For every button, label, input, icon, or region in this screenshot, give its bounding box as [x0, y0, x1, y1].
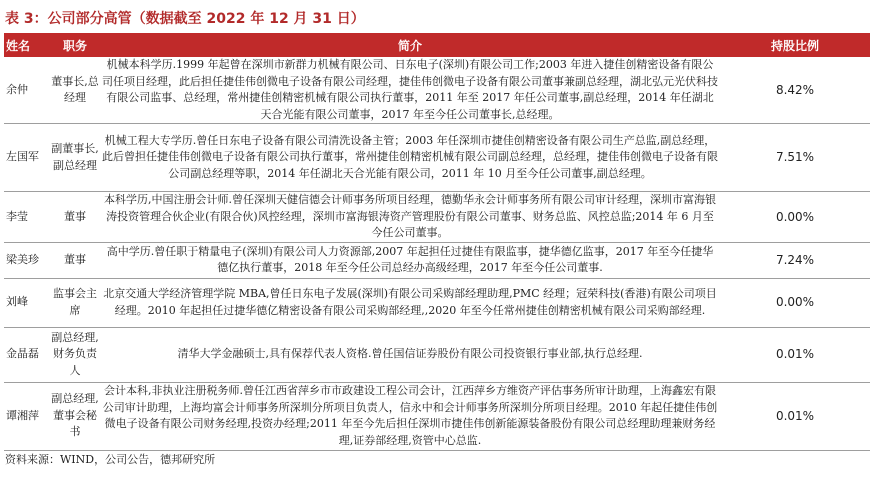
row-shareholding: 7.24% [775, 252, 815, 267]
table-title: 表 3：公司部分高管（数据截至 2022 年 12 月 31 日） [5, 11, 365, 27]
table-header-row [4, 33, 870, 57]
row-role: 董事长,总经理 [51, 74, 99, 104]
row-shareholding: 8.42% [775, 82, 815, 97]
row-name: 李莹 [6, 209, 28, 223]
row-intro: 本科学历,中国注册会计师.曾任深圳天健信德会计师事务所项目经理，德勤华永会计师事务所有限公司审计经理，深圳市富海银涛投资管理合伙企业(有限合伙)风控经理，深圳市富海银涛资产管理股份有限公司董事、财务总监、风控总监;2014 年 6 月至今任公司董事。 [104, 193, 716, 239]
row-role: 董事 [64, 252, 86, 266]
row-name: 梁美珍 [6, 252, 39, 266]
row-shareholding: 0.00% [775, 295, 815, 310]
executives-table [4, 33, 870, 451]
table-row [4, 192, 870, 243]
row-name: 左国军 [6, 150, 39, 164]
row-name: 谭湘萍 [6, 408, 39, 422]
row-shareholding: 0.01% [775, 347, 815, 362]
row-intro: 机械本科学历.1999 年起曾在深圳市新群力机械有限公司、日东电子(深圳)有限公司工作;2003 年进入捷佳创精密设备有限公司任项目经理，此后担任捷佳伟创微电子设备有限公司经理，捷佳伟创微电子设备有限公司董事兼副总经理，湖北弘元光伏科技有限公司监事、总经理，常州捷佳创精密机械有限公司执行董事，2011 年至 2017 年任公司董事,副总经理，2014 年任湖北天合光能有限公司董事，2017 年至今任公司董事长,总经理。 [102, 58, 718, 121]
table-row [4, 382, 870, 450]
table-row [4, 327, 870, 382]
row-intro: 高中学历.曾任职于精量电子(深圳)有限公司人力资源部,2007 年起担任过捷佳有限监事，捷华德亿监事，2017 年至今任捷华德亿执行董事，2018 年至今任公司总经办高级经理，2017 年至今任公司董事. [106, 244, 714, 274]
row-shareholding: 0.01% [775, 408, 815, 423]
source-note: 资料来源：WIND，公司公告，德邦研究所 [5, 453, 216, 466]
header-shareholding: 持股比例 [720, 33, 870, 57]
row-shareholding: 0.00% [775, 209, 815, 224]
row-intro: 北京交通大学经济管理学院 MBA,曾任日东电子发展(深圳)有限公司采购部经理助理,PMC 经理；冠荣科技(香港)有限公司项目经理。2010 年起担任过捷华德亿精密设备有限公司采购部经理,,2020 年至今任常州捷佳创精密机械有限公司采购部经理. [103, 287, 717, 317]
row-role: 副董事长,副总经理 [51, 142, 99, 172]
table-row [4, 57, 870, 124]
header-role: 职务 [50, 33, 100, 57]
row-intro: 会计本科,非执业注册税务师.曾任江西省萍乡市市政建设工程公司会计，江西萍乡方维资产评估事务所审计助理，上海鑫宏有限公司审计助理，上海均富会计师事务所深圳分所项目负责人，信永中和会计师事务所深圳分所项目经理。2010 年起任捷佳伟创微电子设备有限公司财务经理,投资办经理;2011 年至今先后担任深圳市捷佳伟创新能源装备股份有限公司总经理助理兼财务经理,证券部经理,资管中心总监. [102, 384, 718, 447]
row-intro: 机械工程大专学历.曾任日东电子设备有限公司清洗设备主管；2003 年任深圳市捷佳创精密设备有限公司生产总监,副总经理，此后曾担任捷佳伟创微电子设备有限公司执行董事，常州捷佳创精密机械有限公司副总经理，总经理，捷佳伟创微电子设备有限公司副总经理等职，2014 年任湖北天合光能有限公司，2011 年 10 月至今任公司董事,副总经理。 [102, 133, 718, 180]
table-row [4, 278, 870, 327]
row-role: 副总经理,董事会秘书 [51, 392, 99, 439]
table-row [4, 124, 870, 192]
row-role: 董事 [64, 209, 86, 223]
row-name: 金晶磊 [6, 347, 39, 361]
row-role: 监事会主席 [53, 287, 97, 317]
row-shareholding: 7.51% [775, 150, 815, 165]
row-intro: 清华大学金融硕士,具有保荐代表人资格.曾任国信证券股份有限公司投资银行事业部,执行总经理. [177, 347, 643, 361]
row-name: 刘峰 [6, 295, 28, 309]
header-name: 姓名 [4, 33, 50, 57]
row-role: 副总经理,财务负责人 [51, 330, 99, 377]
table-row [4, 242, 870, 278]
header-intro: 简介 [100, 33, 720, 57]
row-name: 余仲 [6, 82, 28, 96]
